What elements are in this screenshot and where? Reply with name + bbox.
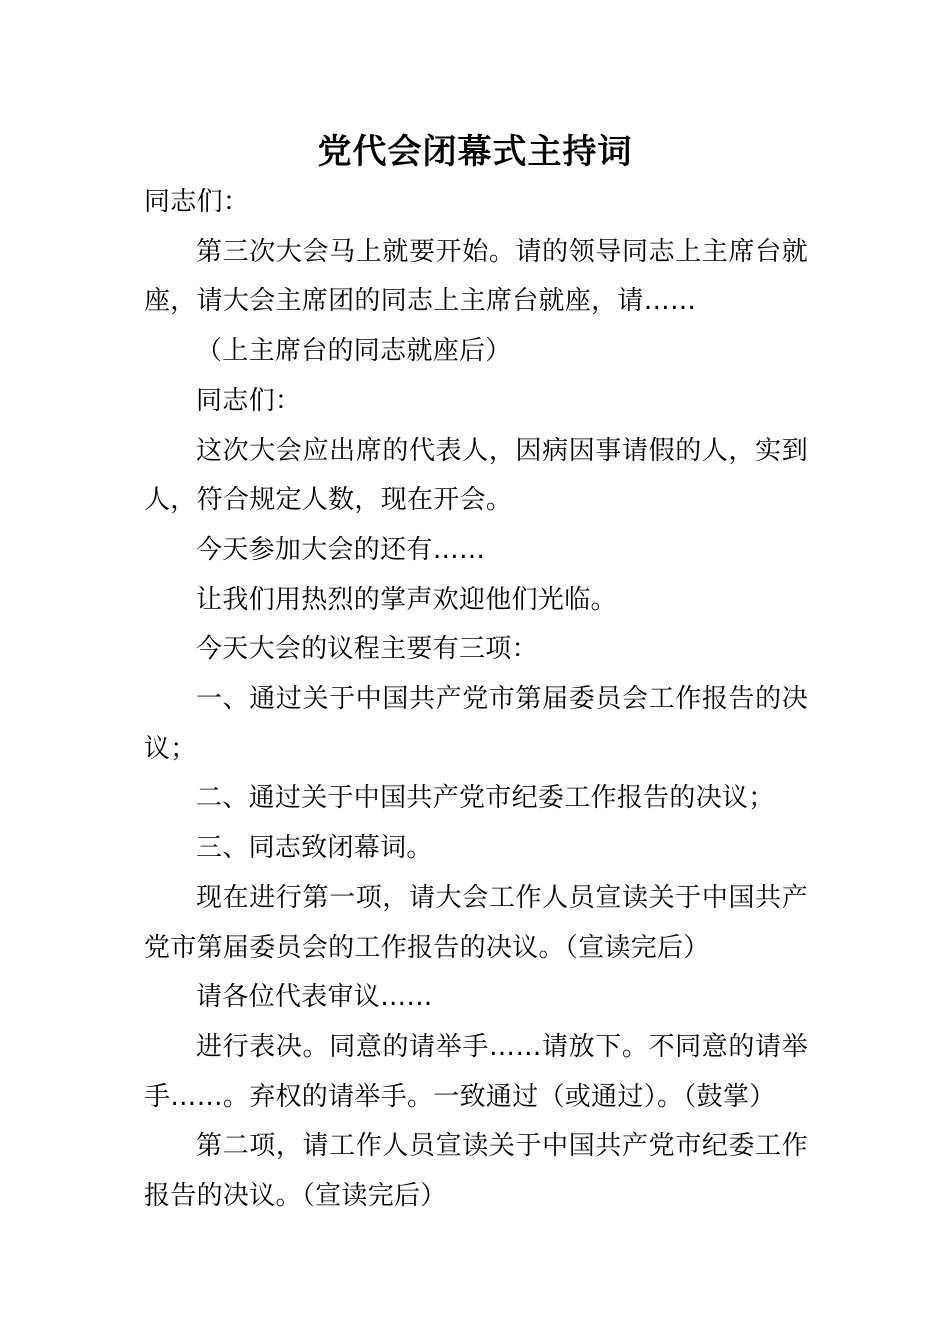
salutation: 同志们： xyxy=(144,187,250,217)
paragraph: 现在进行第一项，请大会工作人员宣读关于中国共产党市第届委员会的工作报告的决议。（宣读完后） xyxy=(144,882,808,963)
agenda-item: 一、通过关于中国共产党市第届委员会工作报告的决议； xyxy=(144,684,808,764)
paragraph: 让我们用热烈的掌声欢迎他们光临。 xyxy=(196,584,617,615)
paragraph: 这次大会应出席的代表人，因病因事请假的人，实到人，符合规定人数，现在开会。 xyxy=(144,435,808,516)
document-title: 党代会闭幕式主持词 xyxy=(317,132,633,172)
agenda-item: 二、通过关于中国共产党市纪委工作报告的决议； xyxy=(196,783,775,814)
agenda-item: 三、同志致闭幕词。 xyxy=(196,833,433,864)
paragraph: 今天大会的议程主要有三项： xyxy=(196,634,538,665)
paragraph: （上主席台的同志就座后） xyxy=(196,336,512,367)
paragraph: 请各位代表审议…… xyxy=(196,982,433,1013)
paragraph: 同志们： xyxy=(196,385,302,416)
document-body xyxy=(144,178,808,1222)
paragraph: 第三次大会马上就要开始。请的领导同志上主席台就座，请大会主席团的同志上主席台就座，请…… xyxy=(144,236,808,317)
paragraph: 今天参加大会的还有…… xyxy=(196,534,486,565)
paragraph: 第二项，请工作人员宣读关于中国共产党市纪委工作报告的决议。（宣读完后） xyxy=(144,1131,808,1212)
paragraph: 进行表决。同意的请举手……请放下。不同意的请举手……。弃权的请举手。一致通过（或通过）。（鼓掌） xyxy=(144,1031,808,1112)
